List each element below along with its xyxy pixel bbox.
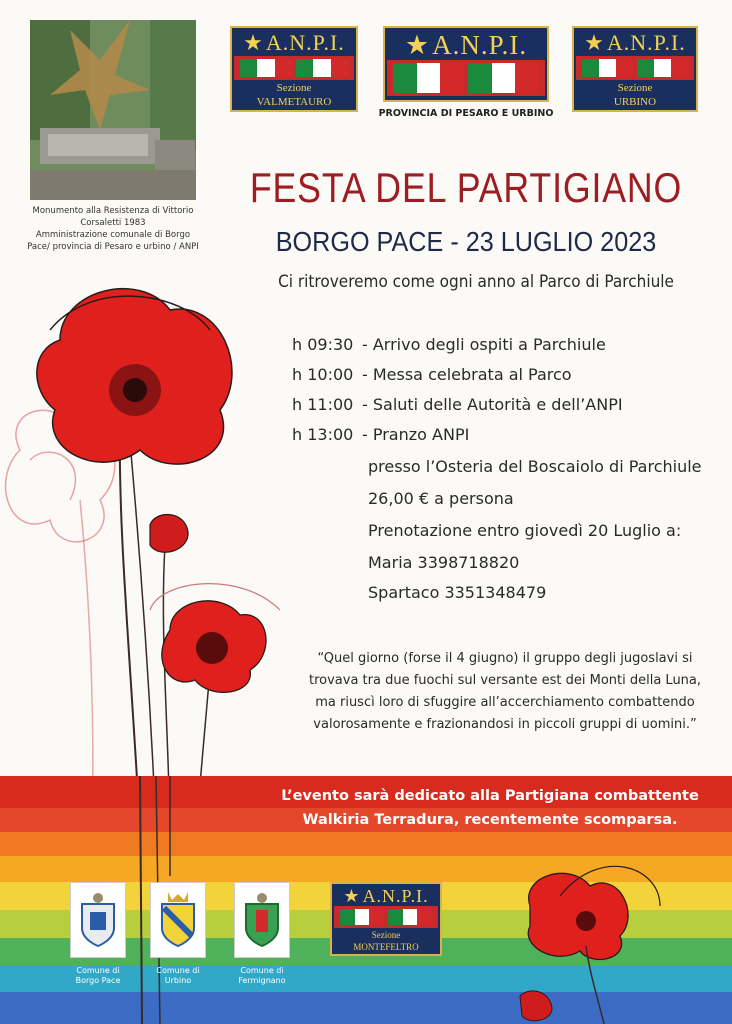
comune-prefix: Comune di	[240, 966, 284, 975]
fermignano-crest	[234, 882, 290, 958]
event-title: FESTA DEL PARTIGIANO	[249, 164, 683, 211]
anpi-provincia-logo	[383, 26, 549, 102]
sezione-name: MONTEFELTRO	[353, 942, 419, 952]
dedication-line: L’evento sarà dedicato alla Partigiana combattente	[281, 788, 699, 804]
booking-deadline: Prenotazione entro giovedì 20 Luglio a:	[368, 521, 682, 540]
poppy-illustration	[0, 270, 300, 830]
borgo-pace-crest	[70, 882, 126, 958]
comune-prefix: Comune di	[156, 966, 200, 975]
program-item	[292, 390, 623, 420]
anpi-text: A.N.P.I.	[606, 30, 686, 55]
dedication-line: Walkiria Terradura, recentemente scomparsa.	[302, 812, 678, 828]
anpi-text: A.N.P.I.	[265, 30, 345, 55]
sezione-label: Sezione	[276, 82, 312, 94]
program-time: h 11:00	[292, 395, 354, 414]
sezione-name: VALMETAURO	[256, 96, 332, 108]
anpi-text: A.N.P.I.	[432, 30, 528, 60]
contact-maria: Maria 3398718820	[368, 553, 520, 572]
comune-fermignano-label	[227, 966, 297, 986]
flag-stripes	[387, 60, 545, 96]
program-text: - Pranzo ANPI	[362, 425, 470, 444]
program-text: - Arrivo degli ospiti a Parchiule	[362, 335, 606, 354]
program-time: h 13:00	[292, 425, 354, 444]
anpi-valmetauro-logo	[230, 26, 358, 112]
comune-name: Fermignano	[238, 976, 286, 985]
caption-line: Corsaletti 1983	[80, 218, 146, 228]
program-text: - Saluti delle Autorità e dell’ANPI	[362, 395, 623, 414]
provincia-label: PROVINCIA DI PESARO E URBINO	[378, 108, 554, 119]
star-icon: ★	[243, 30, 264, 55]
monument-photo	[30, 20, 196, 200]
crest-icon	[156, 890, 200, 950]
comune-borgo-pace-label	[63, 966, 133, 986]
sezione-label: Sezione	[617, 82, 653, 94]
flag-stripes	[234, 56, 354, 80]
star-icon: ★	[404, 30, 431, 60]
flag-stripes	[334, 906, 438, 928]
flag-stripes	[576, 56, 694, 80]
lunch-price: 26,00 € a persona	[368, 489, 514, 508]
program-item	[292, 330, 606, 360]
event-date: BORGO PACE - 23 LUGLIO 2023	[275, 226, 657, 257]
program-time: h 09:30	[292, 335, 354, 354]
caption-line: Pace/ provincia di Pesaro e urbino / ANPI	[27, 242, 199, 252]
historical-quote: “Quel giorno (forse il 4 giugno) il gruppo degli jugoslavi si trovava tra due fuochi sul versante est dei Monti della Luna, ma riuscì loro di sfuggire all’accerchiamento combattendo valorosamente e frazionandosi in piccoli gruppi di uomini.”	[308, 651, 702, 732]
sezione-name: URBINO	[613, 96, 657, 108]
caption-line: Monumento alla Resistenza di Vittorio	[32, 206, 194, 216]
photo-caption	[20, 205, 206, 253]
comune-urbino-label	[143, 966, 213, 986]
urbino-crest	[150, 882, 206, 958]
event-tagline: Ci ritroveremo come ogni anno al Parco di Parchiule	[278, 272, 674, 292]
contact-spartaco: Spartaco 3351348479	[368, 583, 547, 602]
anpi-text: A.N.P.I.	[362, 886, 429, 906]
comune-name: Urbino	[164, 976, 192, 985]
caption-line: Amministrazione comunale di Borgo	[35, 230, 191, 240]
comune-name: Borgo Pace	[75, 976, 121, 985]
anpi-montefeltro-logo	[330, 882, 442, 956]
program-item	[292, 420, 469, 450]
star-icon: ★	[584, 30, 605, 55]
crest-icon	[240, 890, 284, 950]
sezione-label: Sezione	[371, 930, 401, 940]
star-icon: ★	[343, 886, 361, 906]
program-text: - Messa celebrata al Parco	[362, 365, 572, 384]
comune-prefix: Comune di	[76, 966, 120, 975]
program-time: h 10:00	[292, 365, 354, 384]
anpi-urbino-logo	[572, 26, 698, 112]
dedication-text	[250, 784, 730, 832]
lunch-venue: presso l’Osteria del Boscaiolo di Parchiule	[368, 457, 702, 476]
crest-icon	[76, 890, 120, 950]
program-item	[292, 360, 572, 390]
monument-image	[30, 20, 196, 200]
